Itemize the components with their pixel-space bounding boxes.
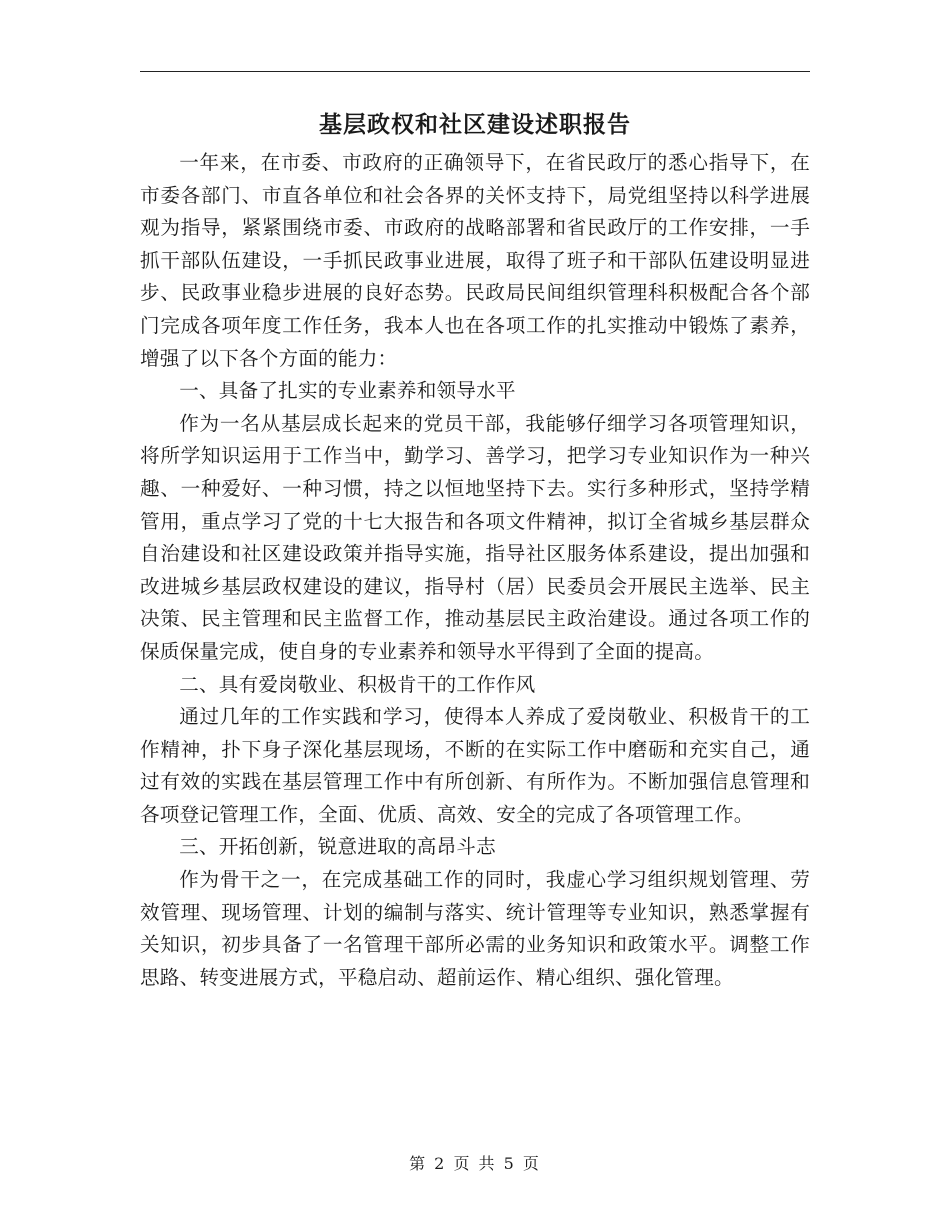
body-paragraph: 一年来，在市委、市政府的正确领导下，在省民政厅的悉心指导下，在市委各部门、市直各单位和社会各界的关怀支持下，局党组坚持以科学进展观为指导，紧紧围绕市委、市政府的战略部署和省民政厅的工作安排，一手抓干部队伍建设，一手抓民政事业进展，取得了班子和干部队伍建设明显进步、民政事业稳步进展的良好态势。民政局民间组织管理科积极配合各个部门完成各项年度工作任务，我本人也在各项工作的扎实推动中锻炼了素养，增强了以下各个方面的能力： [140,151,810,370]
header-rule [140,71,810,72]
body-paragraph: 通过几年的工作实践和学习，使得本人养成了爱岗敬业、积极肯干的工作精神，扑下身子深化基层现场，不断的在实际工作中磨砺和充实自己，通过有效的实践在基层管理工作中有所创新、有所作为。不断加强信息管理和各项登记管理工作，全面、优质、高效、安全的完成了各项管理工作。 [140,705,810,826]
page-number: 第 2 页 共 5 页 [409,1154,541,1173]
body-paragraph: 作为骨干之一，在完成基础工作的同时，我虚心学习组织规划管理、劳效管理、现场管理、计划的编制与落实、统计管理等专业知识，熟悉掌握有关知识，初步具备了一名管理干部所必需的业务知识和政策水平。调整工作思路、转变进展方式，平稳启动、超前运作、精心组织、强化管理。 [140,868,810,989]
section-heading: 二、具有爱岗敬业、积极肯干的工作作风 [179,672,536,696]
document-title: 基层政权和社区建设述职报告 [319,111,631,138]
document-body [140,147,810,994]
section-heading: 一、具备了扎实的专业素养和领导水平 [179,379,516,403]
section-heading: 三、开拓创新，锐意进取的高昂斗志 [179,835,496,859]
body-paragraph: 作为一名从基层成长起来的党员干部，我能够仔细学习各项管理知识，将所学知识运用于工作当中，勤学习、善学习，把学习专业知识作为一种兴趣、一种爱好、一种习惯，持之以恒地坚持下去。实行多种形式，坚持学精管用，重点学习了党的十七大报告和各项文件精神，拟订全省城乡基层群众自治建设和社区建设政策并指导实施，指导社区服务体系建设，提出加强和改进城乡基层政权建设的建议，指导村（居）民委员会开展民主选举、民主决策、民主管理和民主监督工作，推动基层民主政治建设。通过各项工作的保质保量完成，使自身的专业素养和领导水平得到了全面的提高。 [140,411,810,663]
